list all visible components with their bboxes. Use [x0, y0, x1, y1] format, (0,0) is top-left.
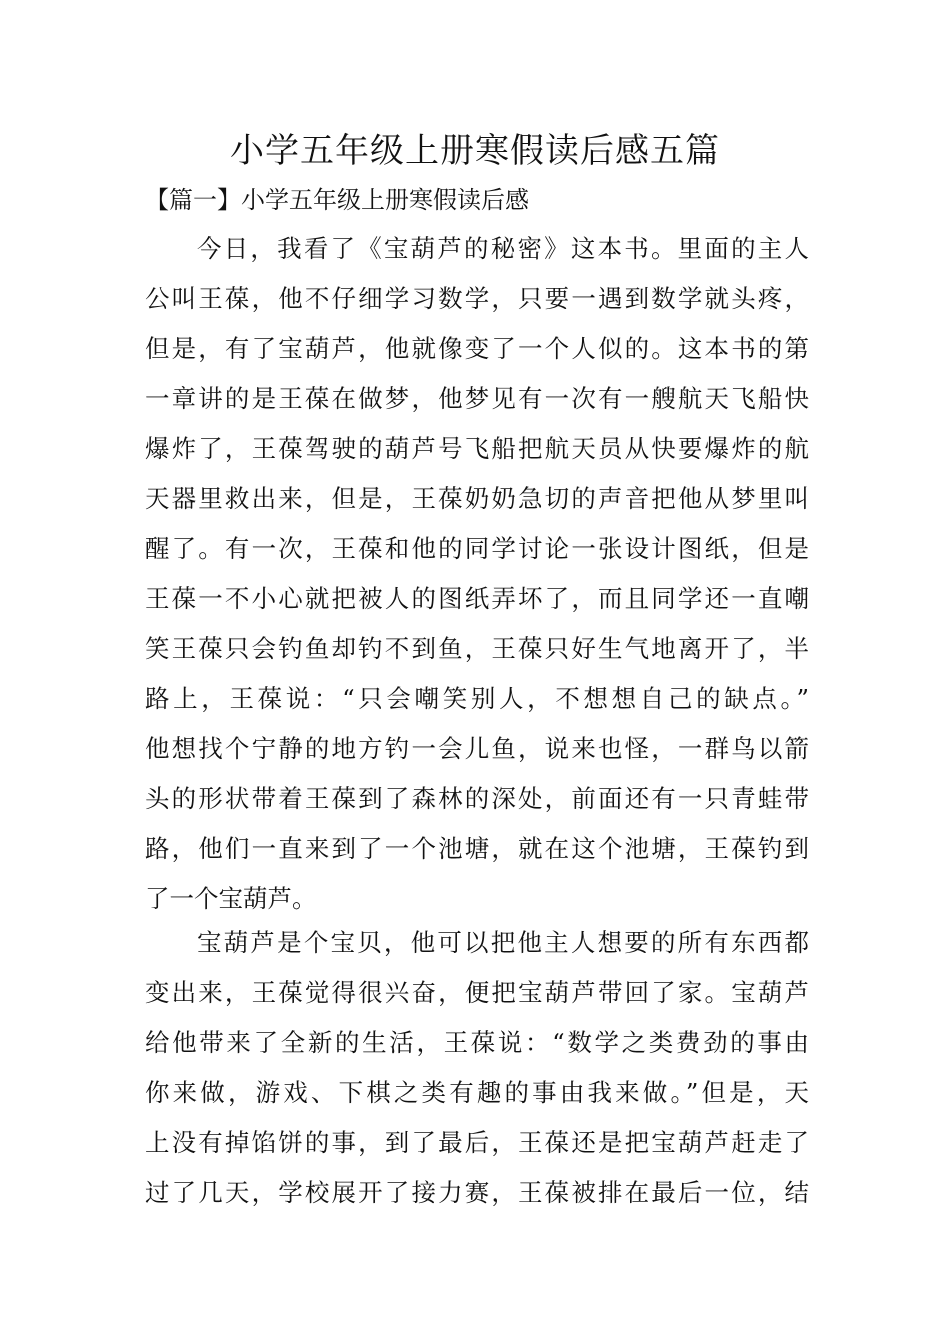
paragraph-1 [145, 224, 809, 924]
paragraph-2 [145, 918, 809, 1218]
paragraph-line: 今日，我看了《宝葫芦的秘密》这本书。里面的主人 [197, 234, 809, 263]
paragraph-line: 了一个宝葫芦。 [145, 884, 317, 913]
paragraph-line: 笑王葆只会钓鱼却钓不到鱼，王葆只好生气地离开了，半 [145, 634, 809, 663]
paragraph-line: 宝葫芦是个宝贝，他可以把他主人想要的所有东西都 [197, 928, 809, 957]
paragraph-line: 路上，王葆说：“只会嘲笑别人，不想想自己的缺点。” [145, 684, 809, 713]
paragraph-line: 但是，有了宝葫芦，他就像变了一个人似的。这本书的第 [145, 334, 809, 363]
paragraph-line: 你来做，游戏、下棋之类有趣的事由我来做。”但是，天 [145, 1078, 809, 1107]
paragraph-line: 爆炸了，王葆驾驶的葫芦号飞船把航天员从快要爆炸的航 [145, 434, 809, 463]
paragraph-line: 过了几天，学校展开了接力赛，王葆被排在最后一位，结 [145, 1178, 809, 1207]
document-title: 小学五年级上册寒假读后感五篇 [230, 131, 720, 171]
paragraph-line: 他想找个宁静的地方钓一会儿鱼，说来也怪，一群鸟以箭 [145, 734, 809, 763]
section-heading: 【篇一】小学五年级上册寒假读后感 [145, 186, 529, 214]
paragraph-line: 路，他们一直来到了一个池塘，就在这个池塘，王葆钓到 [145, 834, 809, 863]
paragraph-line: 公叫王葆，他不仔细学习数学，只要一遇到数学就头疼， [145, 284, 809, 313]
paragraph-line: 醒了。有一次，王葆和他的同学讨论一张设计图纸，但是 [145, 534, 809, 563]
paragraph-line: 上没有掉馅饼的事，到了最后，王葆还是把宝葫芦赶走了 [145, 1128, 809, 1157]
paragraph-line: 变出来，王葆觉得很兴奋，便把宝葫芦带回了家。宝葫芦 [145, 978, 809, 1007]
paragraph-line: 天器里救出来，但是，王葆奶奶急切的声音把他从梦里叫 [145, 484, 809, 513]
paragraph-line: 头的形状带着王葆到了森林的深处，前面还有一只青蛙带 [145, 784, 809, 813]
paragraph-line: 给他带来了全新的生活，王葆说：“数学之类费劲的事由 [145, 1028, 809, 1057]
paragraph-line: 王葆一不小心就把被人的图纸弄坏了，而且同学还一直嘲 [145, 584, 809, 613]
paragraph-line: 一章讲的是王葆在做梦，他梦见有一次有一艘航天飞船快 [145, 384, 809, 413]
